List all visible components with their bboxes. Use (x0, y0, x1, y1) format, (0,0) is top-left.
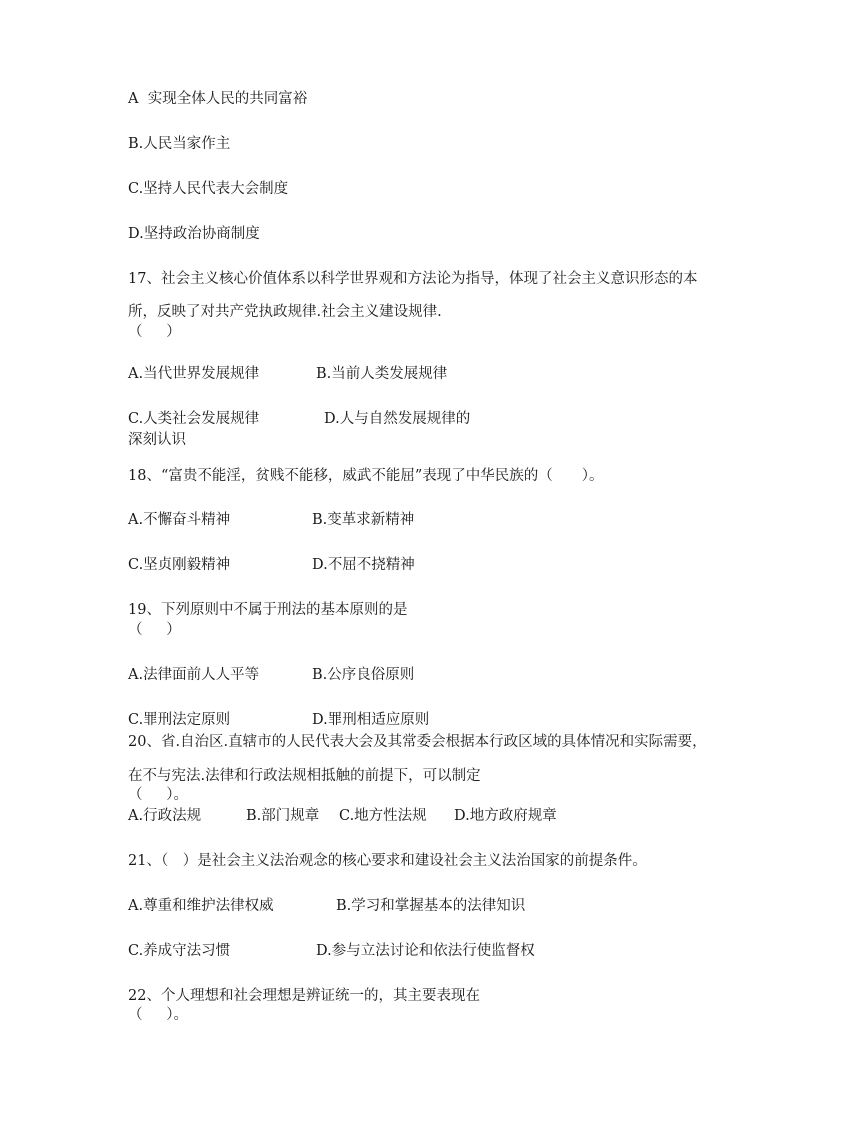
q20-stem-line1: 20、省.自治区.直辖市的人民代表大会及其常委会根据本行政区域的具体情况和实际需要， (128, 734, 707, 750)
q16-option-b: B.人民当家作主 (128, 136, 231, 152)
q18-stem: 18、“富贵不能淫，贫贱不能移，威武不能屈”表现了中华民族的（ ）。 (128, 468, 604, 484)
q21-stem: 21、（ ）是社会主义法治观念的核心要求和建设社会主义法治国家的前提条件。 (128, 853, 647, 869)
q18-option-d: D.不屈不挠精神 (312, 557, 415, 573)
q22-blank: （ ）。 (128, 1007, 188, 1023)
q21-option-a: A.尊重和维护法律权威 (128, 898, 274, 914)
q17-option-a: A.当代世界发展规律 (128, 366, 260, 382)
q20-option-b: B.部门规章 (246, 808, 320, 824)
q19-blank: （ ） (128, 622, 181, 638)
q19-option-a: A.法律面前人人平等 (128, 667, 260, 683)
q19-option-b: B.公序良俗原则 (312, 667, 415, 683)
q20-option-a: A.行政法规 (128, 808, 202, 824)
q17-option-d: D.人与自然发展规律的 (324, 411, 471, 427)
q20-option-d: D.地方政府规章 (454, 808, 557, 824)
q17-option-c: C.人类社会发展规律 (128, 411, 260, 427)
q18-option-c: C.坚贞刚毅精神 (128, 557, 231, 573)
q21-option-c: C.养成守法习惯 (128, 943, 231, 959)
q17-stem-line1: 17、社会主义核心价值体系以科学世界观和方法论为指导，体现了社会主义意识形态的本 (128, 271, 698, 287)
q20-option-c: C.地方性法规 (339, 808, 427, 824)
q16-option-d: D.坚持政治协商制度 (128, 226, 260, 242)
q16-option-c: C.坚持人民代表大会制度 (128, 181, 289, 197)
q21-option-b: B.学习和掌握基本的法律知识 (336, 898, 526, 914)
q20-blank: （ ）。 (128, 787, 188, 803)
q20-stem-line2: 在不与宪法.法律和行政法规相抵触的前提下，可以制定 (128, 768, 481, 784)
q17-option-b: B.当前人类发展规律 (316, 366, 448, 382)
q17-stem-line2: 所，反映了对共产党执政规律.社会主义建设规律. (128, 304, 442, 320)
q16-option-a: A 实现全体人民的共同富裕 (128, 91, 308, 107)
q19-option-d: D.罪刑相适应原则 (312, 712, 430, 728)
q19-option-c: C.罪刑法定原则 (128, 712, 231, 728)
q21-option-d: D.参与立法讨论和依法行使监督权 (316, 943, 535, 959)
q18-option-a: A.不懈奋斗精神 (128, 512, 231, 528)
q17-option-d-tail: 深刻认识 (128, 432, 186, 448)
q17-blank: （ ） (128, 324, 181, 340)
q19-stem: 19、下列原则中不属于刑法的基本原则的是 (128, 602, 408, 618)
q22-stem: 22、个人理想和社会理想是辨证统一的，其主要表现在 (128, 988, 480, 1004)
q18-option-b: B.变革求新精神 (312, 512, 415, 528)
